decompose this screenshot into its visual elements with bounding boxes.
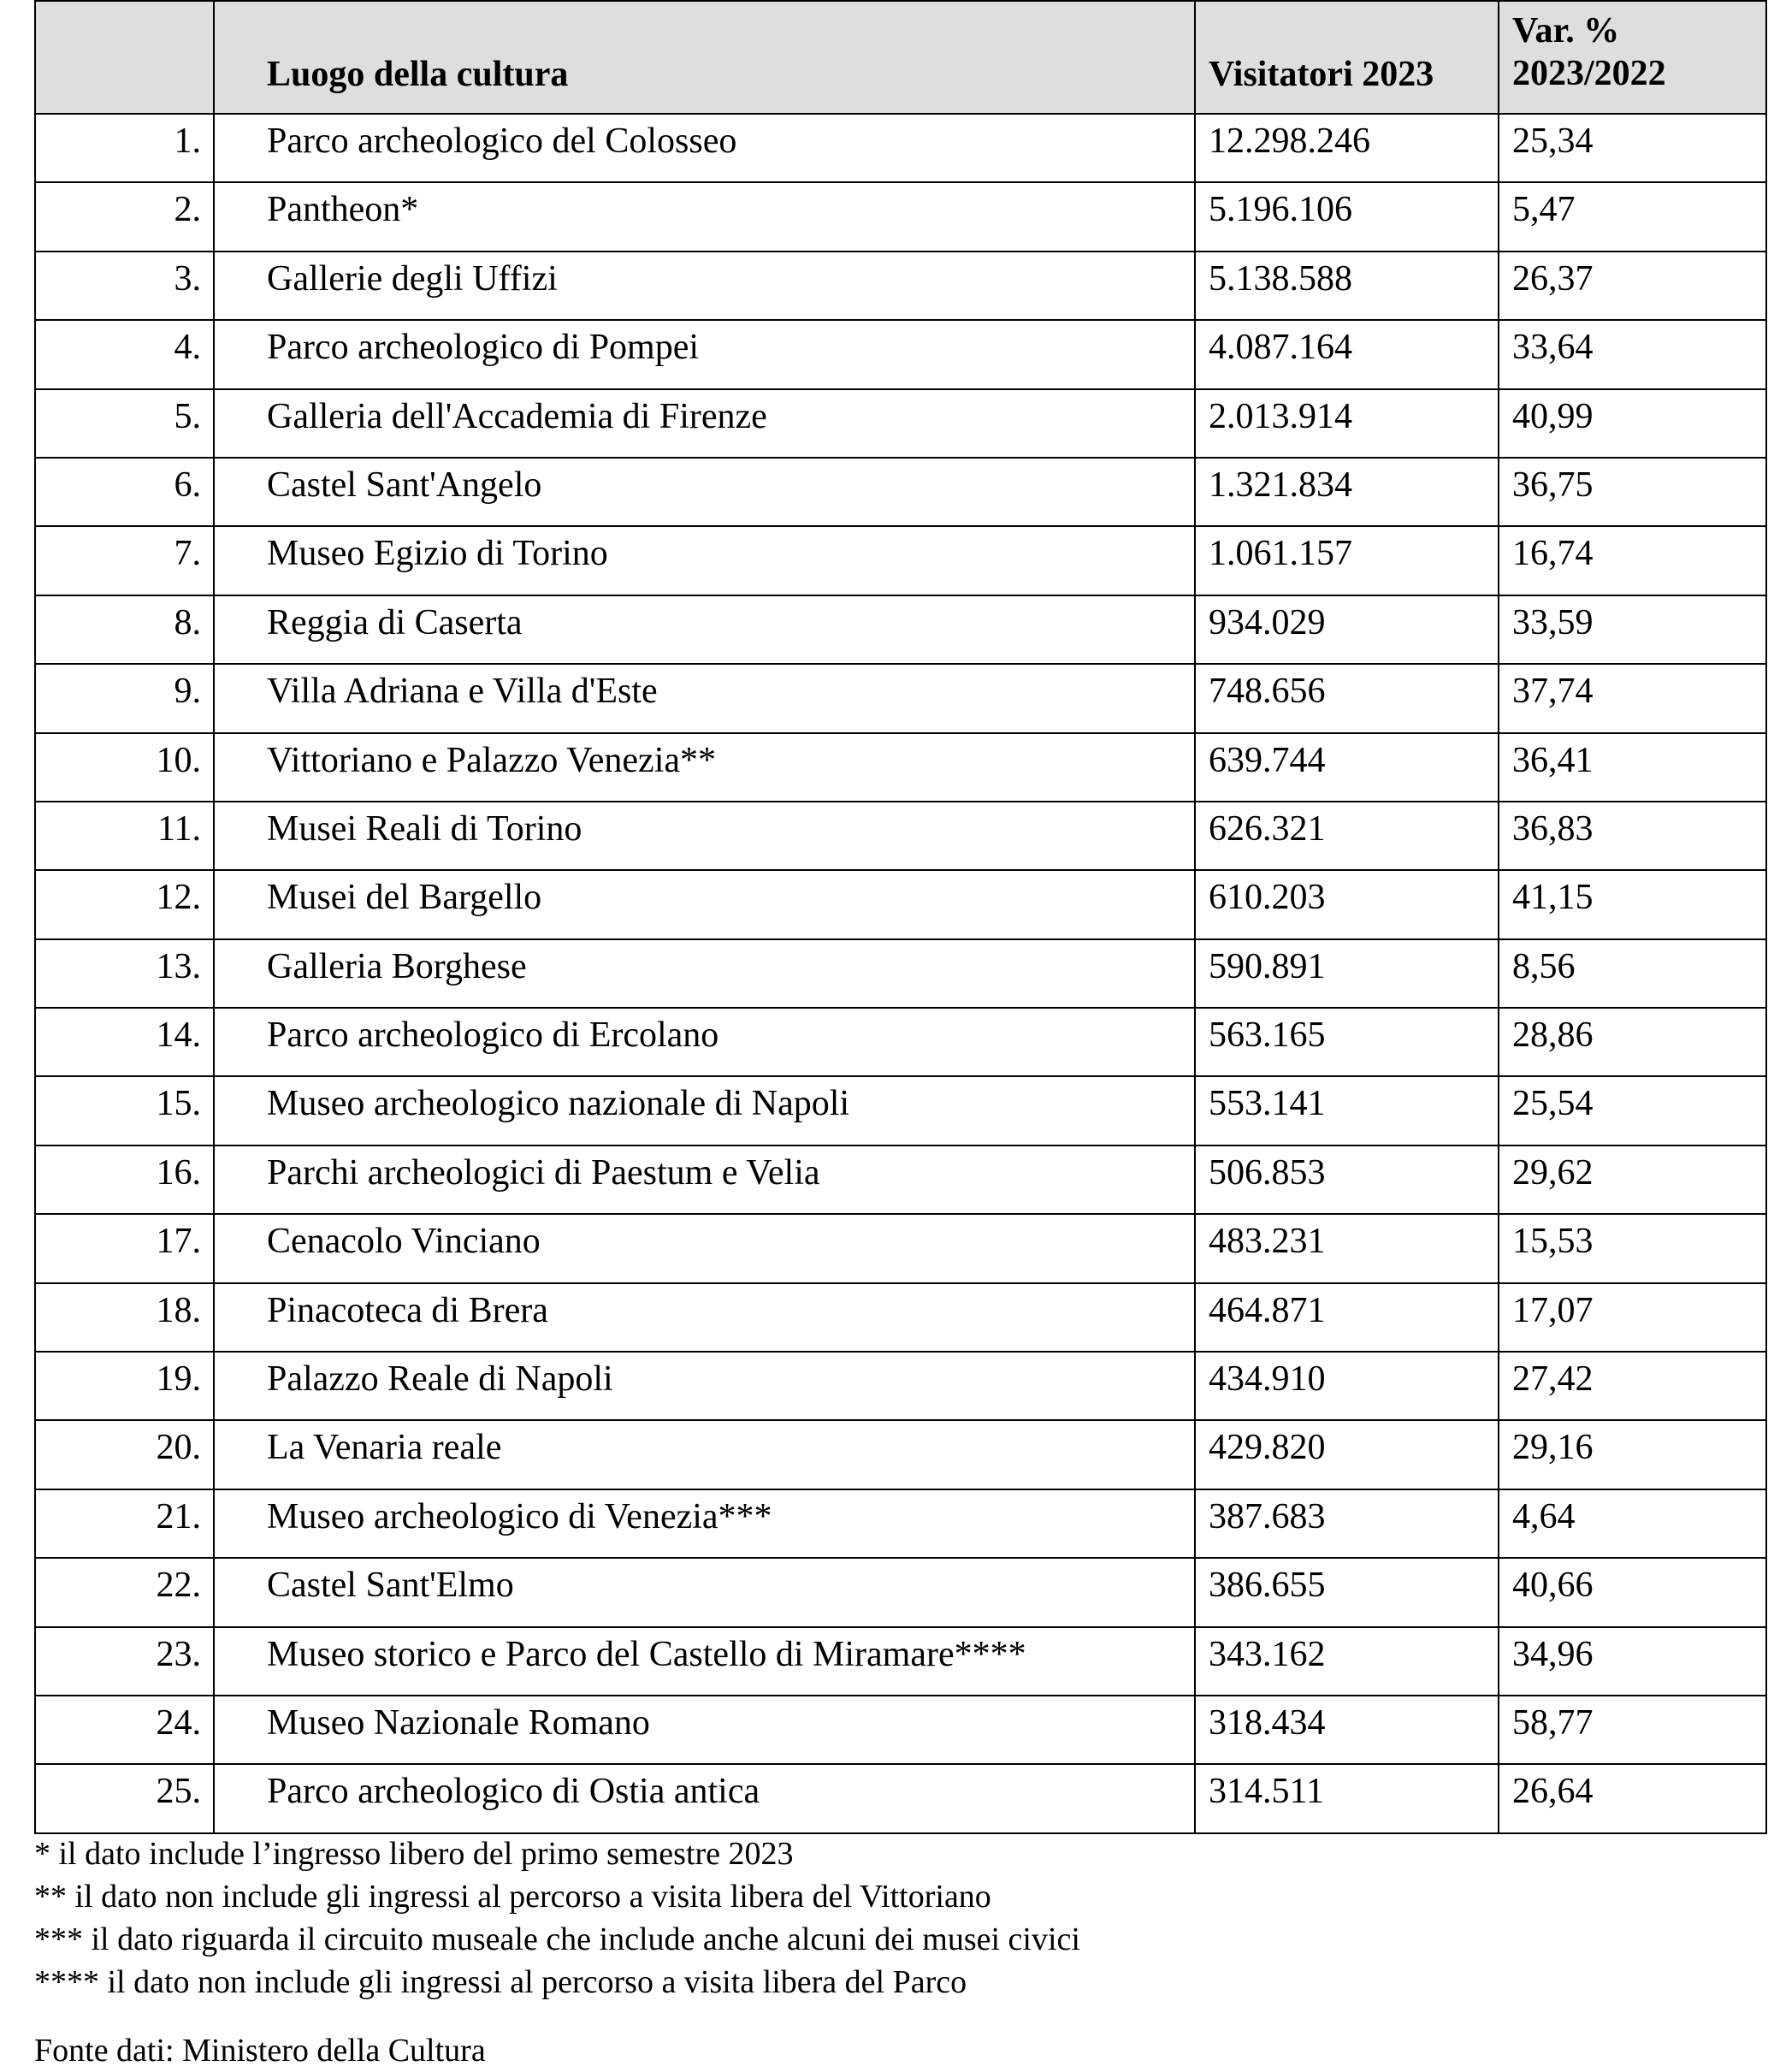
table-row	[35, 1489, 1766, 1558]
variation-cell: 27,42	[1499, 1352, 1766, 1420]
visitors-cell: 563.165	[1195, 1008, 1499, 1076]
rank-cell: 17.	[35, 1214, 214, 1282]
rank-cell: 9.	[35, 664, 214, 732]
table-row	[35, 182, 1766, 251]
table-row	[35, 595, 1766, 664]
variation-cell: 29,62	[1499, 1146, 1766, 1214]
variation-cell: 8,56	[1499, 939, 1766, 1008]
rank-cell: 16.	[35, 1146, 214, 1214]
visitors-cell: 5.196.106	[1195, 182, 1499, 251]
place-name-cell: Vittoriano e Palazzo Venezia**	[214, 733, 1195, 802]
table-row	[35, 1146, 1766, 1214]
variation-cell: 15,53	[1499, 1214, 1766, 1282]
variation-cell: 26,64	[1499, 1764, 1766, 1832]
place-name-cell: Parco archeologico del Colosseo	[214, 114, 1195, 182]
rank-cell: 19.	[35, 1352, 214, 1420]
rank-cell: 15.	[35, 1076, 214, 1145]
variation-cell: 40,99	[1499, 389, 1766, 458]
variation-cell: 33,59	[1499, 595, 1766, 664]
header-place: Luogo della cultura	[214, 1, 1195, 114]
variation-cell: 17,07	[1499, 1283, 1766, 1352]
rank-cell: 23.	[35, 1627, 214, 1696]
table-row	[35, 1696, 1766, 1764]
footnote-4: **** il dato non include gli ingressi al percorso a visita libera del Parco	[34, 1964, 967, 2000]
place-name-cell: Castel Sant'Angelo	[214, 458, 1195, 526]
place-name-cell: Museo archeologico nazionale di Napoli	[214, 1076, 1195, 1145]
place-name-cell: Parco archeologico di Pompei	[214, 320, 1195, 388]
rank-cell: 22.	[35, 1558, 214, 1626]
variation-cell: 34,96	[1499, 1627, 1766, 1696]
place-name-cell: Parchi archeologici di Paestum e Velia	[214, 1146, 1195, 1214]
rank-cell: 21.	[35, 1489, 214, 1558]
visitors-table	[34, 0, 1767, 1834]
place-name-cell: Palazzo Reale di Napoli	[214, 1352, 1195, 1420]
visitors-cell: 12.298.246	[1195, 114, 1499, 182]
table-row	[35, 114, 1766, 182]
place-name-cell: Museo storico e Parco del Castello di Miramare****	[214, 1627, 1195, 1696]
table-row	[35, 252, 1766, 320]
variation-cell: 40,66	[1499, 1558, 1766, 1626]
rank-cell: 24.	[35, 1696, 214, 1764]
rank-cell: 8.	[35, 595, 214, 664]
table-row	[35, 1627, 1766, 1696]
visitors-cell: 610.203	[1195, 870, 1499, 938]
table-row	[35, 1352, 1766, 1420]
variation-cell: 4,64	[1499, 1489, 1766, 1558]
place-name-cell: Musei Reali di Torino	[214, 802, 1195, 870]
table-row	[35, 320, 1766, 388]
table-row	[35, 664, 1766, 732]
header-variation-line2: 2023/2022	[1512, 53, 1666, 93]
rank-cell: 13.	[35, 939, 214, 1008]
footnote-1: * il dato include l’ingresso libero del primo semestre 2023	[34, 1836, 794, 1872]
table-row	[35, 1214, 1766, 1282]
visitors-cell: 4.087.164	[1195, 320, 1499, 388]
header-visitors: Visitatori 2023	[1195, 1, 1499, 114]
table-row	[35, 939, 1766, 1008]
footnote-3: *** il dato riguarda il circuito museale che include anche alcuni dei musei civici	[34, 1921, 1080, 1957]
footnotes	[34, 1832, 1080, 2004]
visitors-cell: 553.141	[1195, 1076, 1499, 1145]
rank-cell: 25.	[35, 1764, 214, 1832]
visitors-cell: 387.683	[1195, 1489, 1499, 1558]
table-row	[35, 1558, 1766, 1626]
header-variation-line1: Var. %	[1512, 11, 1620, 50]
table-header-row	[35, 1, 1766, 114]
rank-cell: 4.	[35, 320, 214, 388]
rank-cell: 20.	[35, 1420, 214, 1489]
rank-cell: 5.	[35, 389, 214, 458]
rank-cell: 1.	[35, 114, 214, 182]
rank-cell: 12.	[35, 870, 214, 938]
visitors-cell: 464.871	[1195, 1283, 1499, 1352]
place-name-cell: Villa Adriana e Villa d'Este	[214, 664, 1195, 732]
rank-cell: 7.	[35, 526, 214, 595]
place-name-cell: La Venaria reale	[214, 1420, 1195, 1489]
place-name-cell: Parco archeologico di Ercolano	[214, 1008, 1195, 1076]
visitors-cell: 1.061.157	[1195, 526, 1499, 595]
variation-cell: 25,54	[1499, 1076, 1766, 1145]
variation-cell: 25,34	[1499, 114, 1766, 182]
variation-cell: 5,47	[1499, 182, 1766, 251]
visitors-cell: 5.138.588	[1195, 252, 1499, 320]
place-name-cell: Gallerie degli Uffizi	[214, 252, 1195, 320]
variation-cell: 28,86	[1499, 1008, 1766, 1076]
visitors-cell: 590.891	[1195, 939, 1499, 1008]
rank-cell: 11.	[35, 802, 214, 870]
visitors-cell: 639.744	[1195, 733, 1499, 802]
table-row	[35, 1283, 1766, 1352]
variation-cell: 16,74	[1499, 526, 1766, 595]
rank-cell: 14.	[35, 1008, 214, 1076]
place-name-cell: Pantheon*	[214, 182, 1195, 251]
place-name-cell: Museo archeologico di Venezia***	[214, 1489, 1195, 1558]
rank-cell: 6.	[35, 458, 214, 526]
table-row	[35, 458, 1766, 526]
visitors-cell: 343.162	[1195, 1627, 1499, 1696]
variation-cell: 33,64	[1499, 320, 1766, 388]
variation-cell: 58,77	[1499, 1696, 1766, 1764]
table-row	[35, 733, 1766, 802]
place-name-cell: Pinacoteca di Brera	[214, 1283, 1195, 1352]
place-name-cell: Castel Sant'Elmo	[214, 1558, 1195, 1626]
table-row	[35, 1764, 1766, 1832]
rank-cell: 18.	[35, 1283, 214, 1352]
place-name-cell: Cenacolo Vinciano	[214, 1214, 1195, 1282]
place-name-cell: Reggia di Caserta	[214, 595, 1195, 664]
header-rank	[35, 1, 214, 114]
place-name-cell: Museo Nazionale Romano	[214, 1696, 1195, 1764]
variation-cell: 36,83	[1499, 802, 1766, 870]
footnote-2: ** il dato non include gli ingressi al percorso a visita libera del Vittoriano	[34, 1879, 991, 1915]
variation-cell: 36,41	[1499, 733, 1766, 802]
table-row	[35, 1008, 1766, 1076]
rank-cell: 3.	[35, 252, 214, 320]
visitors-cell: 386.655	[1195, 1558, 1499, 1626]
rank-cell: 10.	[35, 733, 214, 802]
visitors-cell: 748.656	[1195, 664, 1499, 732]
table-row	[35, 1420, 1766, 1489]
place-name-cell: Galleria Borghese	[214, 939, 1195, 1008]
header-variation	[1499, 1, 1766, 114]
place-name-cell: Museo Egizio di Torino	[214, 526, 1195, 595]
visitors-cell: 318.434	[1195, 1696, 1499, 1764]
table-row	[35, 526, 1766, 595]
visitors-cell: 934.029	[1195, 595, 1499, 664]
visitors-cell: 2.013.914	[1195, 389, 1499, 458]
place-name-cell: Musei del Bargello	[214, 870, 1195, 938]
visitors-cell: 429.820	[1195, 1420, 1499, 1489]
visitors-cell: 506.853	[1195, 1146, 1499, 1214]
visitors-cell: 626.321	[1195, 802, 1499, 870]
variation-cell: 26,37	[1499, 252, 1766, 320]
data-source: Fonte dati: Ministero della Cultura	[34, 2033, 486, 2069]
variation-cell: 29,16	[1499, 1420, 1766, 1489]
table-row	[35, 389, 1766, 458]
visitors-cell: 314.511	[1195, 1764, 1499, 1832]
table-row	[35, 1076, 1766, 1145]
place-name-cell: Parco archeologico di Ostia antica	[214, 1764, 1195, 1832]
variation-cell: 37,74	[1499, 664, 1766, 732]
place-name-cell: Galleria dell'Accademia di Firenze	[214, 389, 1195, 458]
visitors-cell: 483.231	[1195, 1214, 1499, 1282]
variation-cell: 41,15	[1499, 870, 1766, 938]
variation-cell: 36,75	[1499, 458, 1766, 526]
visitors-cell: 1.321.834	[1195, 458, 1499, 526]
visitors-cell: 434.910	[1195, 1352, 1499, 1420]
table-row	[35, 802, 1766, 870]
table-row	[35, 870, 1766, 938]
rank-cell: 2.	[35, 182, 214, 251]
